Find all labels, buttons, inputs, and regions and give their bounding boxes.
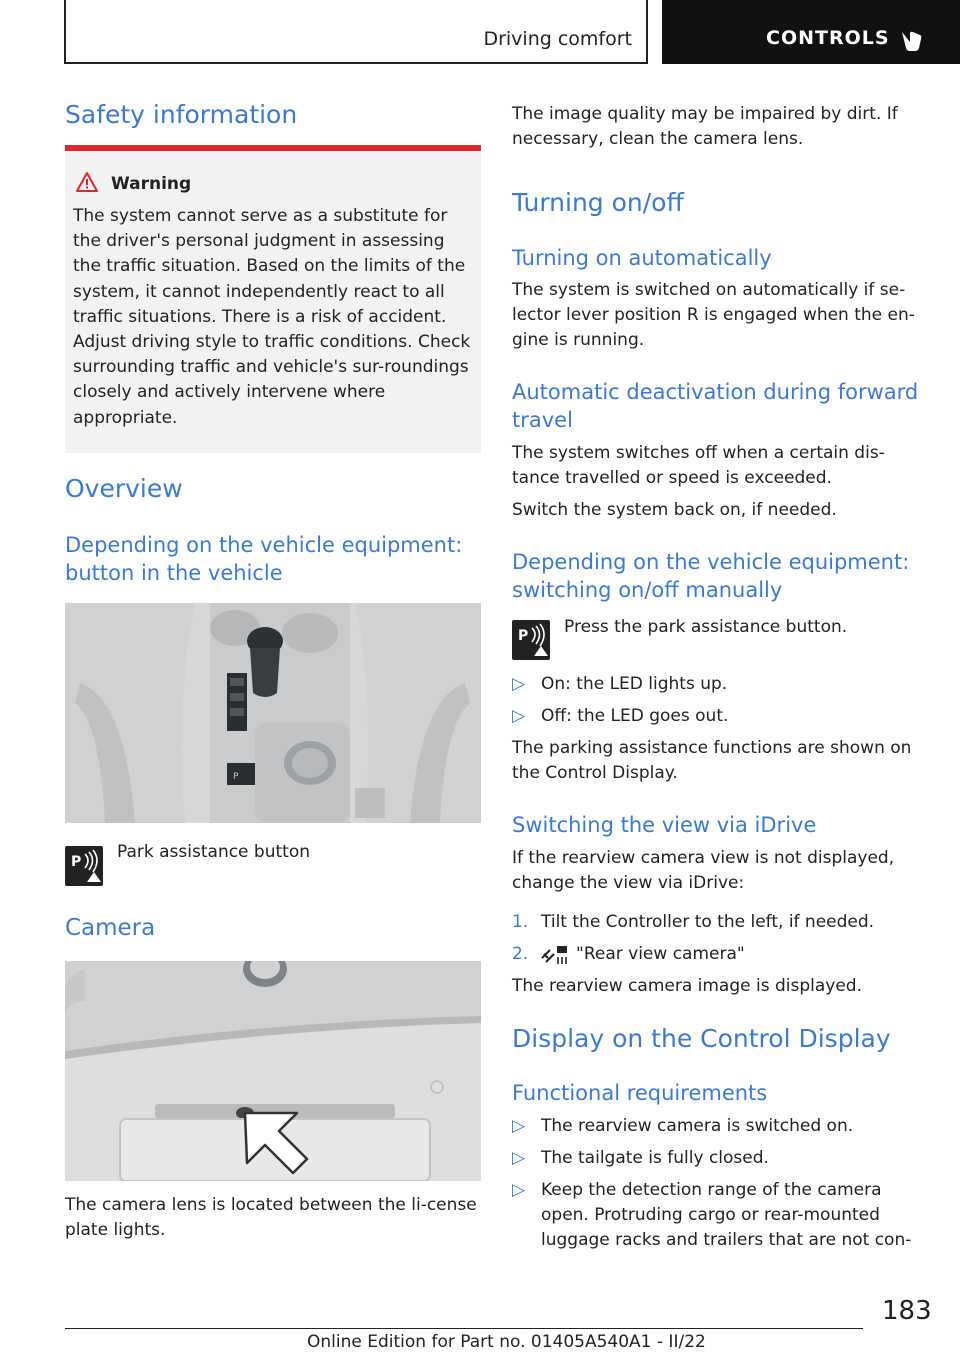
step-item (512, 942, 928, 967)
bullet-text: Keep the detection range of the camera open. Protruding cargo or rear-mounted luggage racks and trailers that are not con- (541, 1180, 912, 1250)
warning-text: The system cannot serve as a substitute for the driver's personal judgment in assessing the traffic situation. Based on the limits of the system, it cannot independently react to all traffic situations. There is a risk of accident. Adjust driving style to traffic conditions. Check surrounding traffic and vehicle's sur-roundings closely and actively intervene where appropriate. (73, 206, 471, 428)
header-chapter-box (662, 0, 960, 64)
step-text: Tilt the Controller to the left, if needed. (541, 912, 875, 932)
safety-info-heading: Safety information (65, 100, 298, 129)
header-chapter-title: CONTROLS (766, 27, 890, 49)
auto-on-text: The system is switched on automatically if se-lector lever position R is engaged when the en-gine is running. (512, 280, 915, 350)
step-number: 2. (512, 944, 529, 964)
center-console-image (65, 603, 481, 823)
page-number: 183 (882, 1296, 932, 1326)
step-number: 1. (512, 912, 529, 932)
functional-req-heading: Functional requirements (512, 1081, 768, 1105)
overview-heading: Overview (65, 474, 183, 503)
camera-photo (65, 961, 481, 1181)
svg-text:P: P (71, 854, 82, 870)
svg-text:P: P (518, 628, 529, 644)
step-text: "Rear view camera" (576, 944, 745, 964)
switch-back-text: Switch the system back on, if needed. (512, 500, 837, 520)
bullet-marker: ▷ (512, 1148, 526, 1168)
park-assist-button-icon (65, 846, 103, 886)
press-button-text: Press the park assistance button. (564, 617, 848, 637)
list-item (512, 672, 928, 697)
turning-on-auto-heading: Turning on automatically (512, 246, 772, 270)
button-vehicle-heading: Depending on the vehicle equipment: button in the vehicle (65, 533, 463, 585)
footer-divider (65, 1328, 863, 1329)
header-section-title: Driving comfort (483, 28, 632, 50)
bullet-text: On: the LED lights up. (541, 674, 728, 694)
warning-title: Warning (111, 174, 192, 194)
bullet-marker: ▷ (512, 1180, 526, 1200)
bullet-marker: ▷ (512, 1116, 526, 1136)
bullet-text: The tailgate is fully closed. (541, 1148, 769, 1168)
bullet-marker: ▷ (512, 706, 526, 726)
warning-box (65, 151, 481, 453)
turning-on-off-heading: Turning on/off (512, 188, 684, 217)
park-assist-button-label: Park assistance button (117, 842, 310, 862)
list-item (512, 1146, 928, 1171)
console-photo (65, 603, 481, 823)
svg-text:P: P (233, 772, 239, 782)
camera-location-text: The camera lens is located between the li-cense plate lights. (65, 1195, 477, 1240)
bullet-text: Off: the LED goes out. (541, 706, 729, 726)
park-assist-button-icon-2 (512, 620, 550, 660)
manual-switching-heading: Depending on the vehicle equipment: switching on/off manually (512, 550, 910, 602)
idrive-heading: Switching the view via iDrive (512, 813, 817, 837)
list-item (512, 704, 928, 729)
camera-heading: Camera (65, 915, 156, 941)
idrive-intro-text: If the rearview camera view is not displayed, change the view via iDrive: (512, 848, 895, 893)
bullet-text: The rearview camera is switched on. (541, 1116, 854, 1136)
rear-view-camera-icon (540, 944, 570, 966)
auto-deactivation-heading: Automatic deactivation during forward travel (512, 380, 919, 432)
functions-shown-text: The parking assistance functions are shown on the Control Display. (512, 738, 912, 783)
list-item (512, 1114, 928, 1139)
bullet-marker: ▷ (512, 674, 526, 694)
list-item (512, 1178, 928, 1258)
step-item (512, 910, 928, 935)
header-section-box (64, 0, 648, 64)
hand-pointer-icon (898, 26, 924, 54)
footer-edition: Online Edition for Part no. 01405A540A1 - II/22 (307, 1332, 706, 1352)
warning-triangle-icon (75, 171, 99, 193)
tailgate-camera-image (65, 961, 481, 1181)
display-control-heading: Display on the Control Display (512, 1024, 891, 1053)
auto-off-text: The system switches off when a certain dis-tance travelled or speed is exceeded. (512, 443, 885, 488)
image-quality-text: The image quality may be impaired by dirt. If necessary, clean the camera lens. (512, 104, 898, 149)
image-displayed-text: The rearview camera image is displayed. (512, 976, 863, 996)
